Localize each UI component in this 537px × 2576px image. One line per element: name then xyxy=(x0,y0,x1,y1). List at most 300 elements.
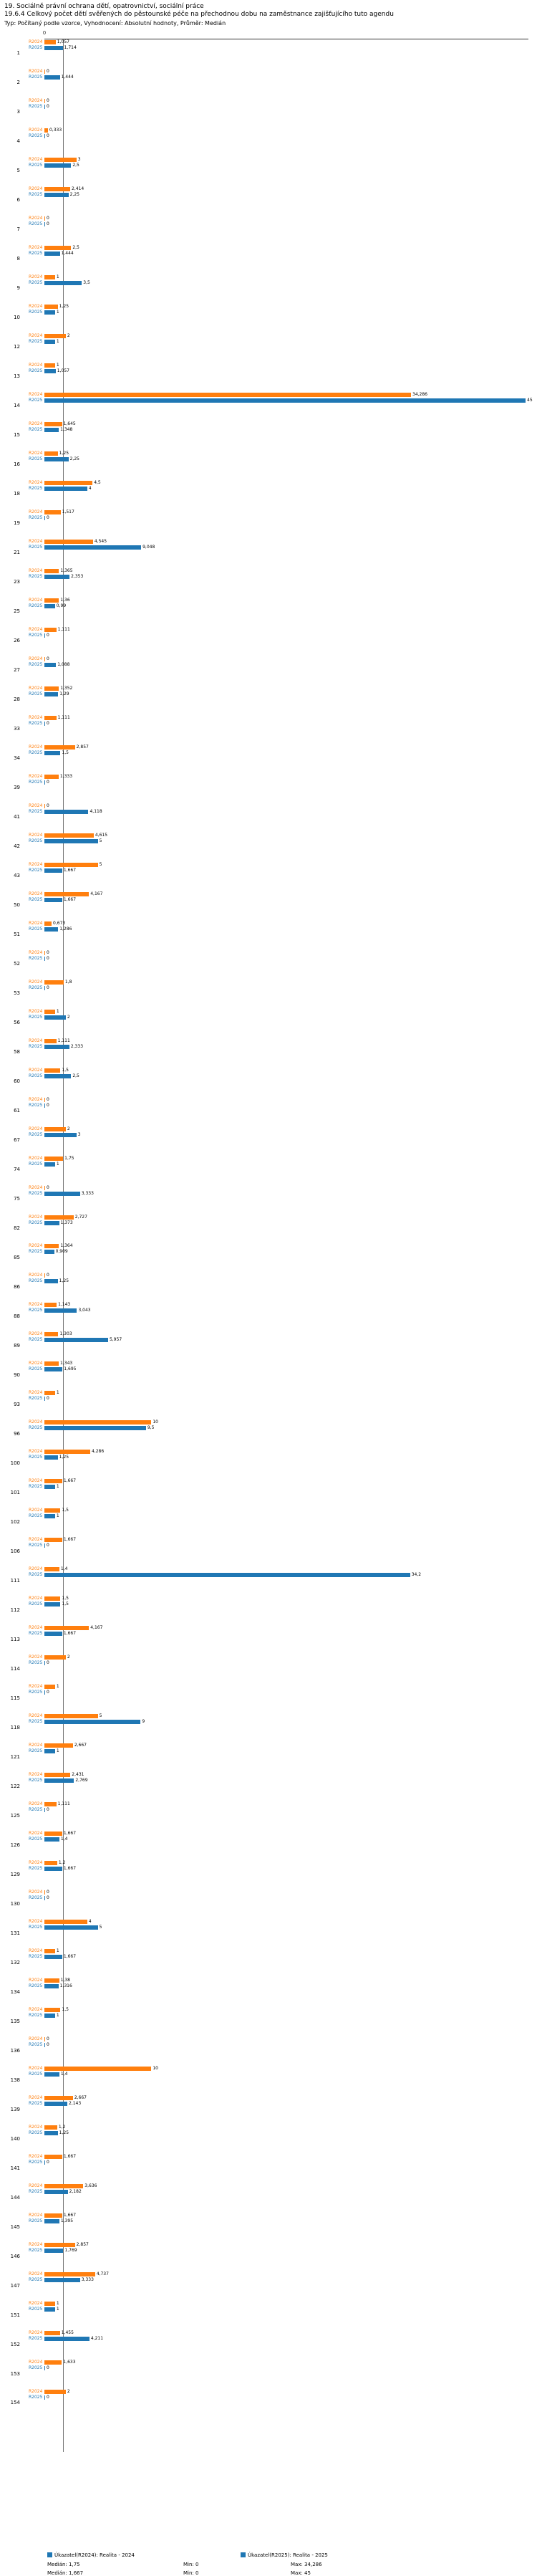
bar-series-tag-2024: R2024 xyxy=(29,1508,43,1513)
category-label: 154 xyxy=(10,2400,20,2406)
category-label: 89 xyxy=(14,1342,20,1349)
bar-series-tag-2025: R2025 xyxy=(29,1690,43,1695)
bar-label-2025: 2,5 xyxy=(72,1073,79,1078)
bar-2024 xyxy=(44,1450,90,1454)
category-label: 126 xyxy=(10,1842,20,1848)
bar-group xyxy=(4,1831,533,1860)
legend-swatch-2024 xyxy=(47,2552,52,2557)
bar-label-2024: 0 xyxy=(47,803,49,808)
bar-series-tag-2024: R2024 xyxy=(29,274,43,279)
bar-2025 xyxy=(44,1250,54,1254)
bar-series-tag-2024: R2024 xyxy=(29,714,43,720)
bar-label-2025: 1 xyxy=(56,1748,59,1754)
bar-series-tag-2025: R2025 xyxy=(29,632,43,638)
bar-series-tag-2024: R2024 xyxy=(29,2007,43,2013)
bar-label-2024: 1,343 xyxy=(60,1361,73,1366)
bar-2025 xyxy=(44,428,59,432)
bar-2024 xyxy=(44,422,62,426)
bar-series-tag-2024: R2024 xyxy=(29,1184,43,1190)
bar-label-2025: 1,25 xyxy=(59,1278,69,1284)
bar-series-tag-2024: R2024 xyxy=(29,1684,43,1690)
bar-2024 xyxy=(44,305,58,309)
bar-2025 xyxy=(44,2366,45,2370)
category-label: 3 xyxy=(16,109,20,115)
bar-group xyxy=(4,157,533,186)
category-label: 12 xyxy=(14,344,20,350)
bar-series-tag-2025: R2025 xyxy=(29,1807,43,1813)
bar-2024 xyxy=(44,980,64,985)
bar-2025 xyxy=(44,310,55,315)
bar-group xyxy=(4,2242,533,2271)
bar-series-tag-2025: R2025 xyxy=(29,397,43,403)
bar-group xyxy=(4,921,533,950)
bar-2025 xyxy=(44,2395,45,2400)
bar-label-2024: 1,057 xyxy=(57,39,69,44)
bar-2024 xyxy=(44,1861,57,1865)
bar-2024 xyxy=(44,481,92,485)
bar-2025 xyxy=(44,722,45,726)
bar-label-2025: 1,373 xyxy=(60,1220,73,1225)
bar-2024 xyxy=(44,1949,55,1953)
bar-2025 xyxy=(44,604,55,608)
bar-label-2025: 1 xyxy=(56,2307,59,2312)
bar-2024 xyxy=(44,921,52,926)
bar-2024 xyxy=(44,1714,98,1718)
bar-label-2025: 0 xyxy=(47,779,49,785)
bar-series-tag-2025: R2025 xyxy=(29,2130,43,2136)
category-label: 23 xyxy=(14,579,20,585)
category-label: 96 xyxy=(14,1430,20,1437)
bar-label-2025: 0 xyxy=(47,2160,49,2165)
bar-group xyxy=(4,245,533,274)
bar-group xyxy=(4,539,533,568)
category-label: 50 xyxy=(14,902,20,909)
bar-label-2024: 1,667 xyxy=(63,2154,77,2160)
bar-2024 xyxy=(44,628,57,632)
bar-group xyxy=(4,656,533,686)
bar-series-tag-2025: R2025 xyxy=(29,338,43,344)
bar-label-2025: 1,444 xyxy=(61,74,74,80)
bar-label-2025: 9 xyxy=(142,1719,145,1725)
bar-label-2025: 1 xyxy=(56,309,59,315)
bar-label-2024: 1,25 xyxy=(59,303,69,309)
bar-series-tag-2025: R2025 xyxy=(29,1983,43,1989)
bar-2024 xyxy=(44,833,94,838)
bar-label-2024: 1 xyxy=(56,1390,59,1396)
legend-max-2025: Max: 45 xyxy=(291,2570,311,2576)
bar-label-2024: 1,333 xyxy=(59,773,73,779)
bar-2025 xyxy=(44,222,45,226)
bar-label-2024: 2 xyxy=(67,332,70,338)
bar-series-tag-2025: R2025 xyxy=(29,1278,43,1284)
category-label: 51 xyxy=(14,932,20,938)
bar-series-tag-2024: R2024 xyxy=(29,949,43,955)
bar-2024 xyxy=(44,2272,95,2276)
bar-label-2024: 2,857 xyxy=(76,744,89,750)
bar-2025 xyxy=(44,1308,77,1313)
bar-series-tag-2025: R2025 xyxy=(29,2277,43,2283)
category-label: 25 xyxy=(14,608,20,615)
bar-2024 xyxy=(44,1773,70,1777)
bar-2025 xyxy=(44,1133,77,1137)
bar-label-2025: 1,088 xyxy=(57,661,70,667)
bar-2024 xyxy=(44,40,56,44)
bar-group xyxy=(4,1596,533,1625)
bar-group xyxy=(4,1390,533,1419)
bar-label-2024: 1,5 xyxy=(62,1067,69,1073)
bar-2025 xyxy=(44,1955,62,1959)
bar-group xyxy=(4,421,533,451)
bar-label-2025: 3,333 xyxy=(81,1190,94,1196)
bar-label-2025: 1,5 xyxy=(62,750,69,755)
bar-2025 xyxy=(44,1279,58,1283)
bar-2024 xyxy=(44,1479,62,1483)
bar-2024 xyxy=(44,275,55,279)
bar-2025 xyxy=(44,545,141,550)
bar-series-tag-2024: R2024 xyxy=(29,1860,43,1866)
bar-2024 xyxy=(44,99,45,103)
bar-series-tag-2025: R2025 xyxy=(29,2072,43,2077)
bar-label-2025: 1,4 xyxy=(60,1837,68,1842)
category-label: 141 xyxy=(10,2165,20,2171)
bar-2024 xyxy=(44,1655,66,1660)
bar-series-tag-2025: R2025 xyxy=(29,1895,43,1901)
bar-2025 xyxy=(44,633,45,638)
bar-2025 xyxy=(44,1074,71,1078)
bar-series-tag-2024: R2024 xyxy=(29,1713,43,1719)
bar-series-tag-2024: R2024 xyxy=(29,685,43,691)
bar-series-tag-2025: R2025 xyxy=(29,74,43,80)
bar-series-tag-2025: R2025 xyxy=(29,1131,43,1137)
legend-label-2024: Úkazatel(R2024): Realita - 2024 xyxy=(54,2552,135,2558)
bar-label-2025: 3,5 xyxy=(83,279,90,285)
legend-max-2024: Max: 34,286 xyxy=(291,2562,322,2567)
bar-2025 xyxy=(44,2014,55,2018)
bar-2024 xyxy=(44,1039,57,1043)
bar-series-tag-2024: R2024 xyxy=(29,1801,43,1807)
bar-2025 xyxy=(44,1896,45,1900)
bar-series-tag-2025: R2025 xyxy=(29,1543,43,1548)
category-label: 6 xyxy=(16,197,20,204)
bar-2025 xyxy=(44,340,55,344)
bar-group xyxy=(4,2271,533,2301)
bar-series-tag-2025: R2025 xyxy=(29,838,43,843)
bar-series-tag-2024: R2024 xyxy=(29,2125,43,2130)
bar-label-2025: 4,211 xyxy=(90,2336,104,2342)
bar-2024 xyxy=(44,892,89,896)
bar-label-2025: 2,25 xyxy=(69,191,79,197)
bar-series-tag-2025: R2025 xyxy=(29,2218,43,2224)
category-label: 93 xyxy=(14,1401,20,1407)
bar-series-tag-2024: R2024 xyxy=(29,2301,43,2307)
bar-2025 xyxy=(44,1632,62,1636)
bar-series-tag-2025: R2025 xyxy=(29,573,43,579)
bar-2024 xyxy=(44,2067,151,2071)
bar-series-tag-2024: R2024 xyxy=(29,1214,43,1220)
bar-2025 xyxy=(44,2278,80,2282)
bar-2025 xyxy=(44,1162,55,1167)
bar-group xyxy=(4,1508,533,1537)
bar-2025 xyxy=(44,1221,59,1225)
bar-series-tag-2025: R2025 xyxy=(29,309,43,315)
bar-label-2024: 1 xyxy=(56,2301,59,2307)
bar-group xyxy=(4,1009,533,1038)
bar-2024 xyxy=(44,540,93,544)
bar-series-tag-2025: R2025 xyxy=(29,2160,43,2165)
bar-series-tag-2024: R2024 xyxy=(29,1743,43,1748)
bar-group xyxy=(4,1478,533,1508)
category-label: 2 xyxy=(16,80,20,86)
bar-label-2025: 1,348 xyxy=(60,426,73,432)
bar-group xyxy=(4,2154,533,2183)
bar-label-2025: 1,667 xyxy=(63,1866,77,1872)
bar-series-tag-2024: R2024 xyxy=(29,2389,43,2394)
bar-label-2024: 1,5 xyxy=(62,1596,69,1601)
category-label: 130 xyxy=(10,1900,20,1907)
bar-label-2024: 4,615 xyxy=(95,832,108,838)
bar-group xyxy=(4,392,533,421)
bar-2024 xyxy=(44,1832,62,1836)
bar-label-2024: 4,167 xyxy=(90,1625,103,1631)
bar-label-2025: 1 xyxy=(56,338,59,344)
bar-series-tag-2025: R2025 xyxy=(29,750,43,755)
bar-2024 xyxy=(44,2008,60,2012)
bar-2025 xyxy=(44,1543,45,1548)
bar-2025 xyxy=(44,751,60,755)
bar-label-2025: 0,909 xyxy=(55,1249,68,1255)
bar-2024 xyxy=(44,1920,87,1924)
category-label: 7 xyxy=(16,226,20,233)
bar-series-tag-2025: R2025 xyxy=(29,2365,43,2371)
bar-label-2025: 2,5 xyxy=(72,162,79,168)
bar-series-tag-2024: R2024 xyxy=(29,1596,43,1601)
bar-label-2024: 10 xyxy=(153,2066,158,2072)
bar-series-tag-2024: R2024 xyxy=(29,1419,43,1425)
bar-2025 xyxy=(44,868,62,873)
bar-group xyxy=(4,2389,533,2418)
bar-series-tag-2025: R2025 xyxy=(29,1337,43,1343)
bar-series-tag-2024: R2024 xyxy=(29,1655,43,1660)
bar-label-2025: 0 xyxy=(47,632,49,638)
bar-label-2025: 1,395 xyxy=(60,2218,74,2224)
bar-label-2024: 2 xyxy=(67,1655,70,1660)
category-label: 75 xyxy=(14,1196,20,1202)
bar-2025 xyxy=(44,163,71,168)
bar-group xyxy=(4,304,533,333)
bar-label-2024: 1,352 xyxy=(60,685,73,691)
bar-label-2025: 0 xyxy=(47,103,49,109)
bar-series-tag-2024: R2024 xyxy=(29,656,43,661)
bar-2025 xyxy=(44,134,45,138)
category-label: 134 xyxy=(10,1988,20,1995)
category-label: 33 xyxy=(14,726,20,732)
bar-label-2024: 4,286 xyxy=(92,1449,105,1455)
bar-2024 xyxy=(44,1978,59,1983)
bar-2024 xyxy=(44,158,77,162)
bar-series-tag-2025: R2025 xyxy=(29,2189,43,2195)
bar-label-2024: 1,667 xyxy=(63,1478,77,1484)
bar-label-2025: 0 xyxy=(47,514,49,520)
bar-series-tag-2024: R2024 xyxy=(29,1361,43,1366)
bar-label-2025: 9,048 xyxy=(142,544,155,550)
bar-group xyxy=(4,509,533,539)
category-label: 74 xyxy=(14,1167,20,1172)
bar-group xyxy=(4,1419,533,1449)
bar-label-2025: 3 xyxy=(77,1131,81,1137)
bar-2024 xyxy=(44,1567,59,1571)
category-label: 15 xyxy=(14,432,20,439)
bar-2025 xyxy=(44,516,45,520)
x-axis xyxy=(44,30,528,39)
bar-2024 xyxy=(44,128,48,133)
bar-2024 xyxy=(44,1743,73,1748)
bar-label-2025: 1,667 xyxy=(63,896,77,902)
bar-2024 xyxy=(44,2390,66,2394)
bar-series-tag-2024: R2024 xyxy=(29,538,43,544)
bar-2025 xyxy=(44,692,58,696)
bar-series-tag-2025: R2025 xyxy=(29,514,43,520)
legend-series-1 xyxy=(47,2552,135,2558)
bar-2025 xyxy=(44,105,45,109)
bar-group xyxy=(4,1126,533,1156)
bar-series-tag-2024: R2024 xyxy=(29,97,43,103)
bar-2025 xyxy=(44,1808,45,1812)
bar-label-2024: 1,111 xyxy=(57,1038,70,1043)
bar-series-tag-2024: R2024 xyxy=(29,1890,43,1895)
bar-2025 xyxy=(44,487,87,491)
bar-series-tag-2024: R2024 xyxy=(29,773,43,779)
bar-2025 xyxy=(44,2160,45,2165)
bar-series-tag-2024: R2024 xyxy=(29,391,43,397)
bar-series-tag-2024: R2024 xyxy=(29,2154,43,2160)
bar-label-2025: 1 xyxy=(56,1161,59,1167)
bar-2025 xyxy=(44,1867,62,1871)
bar-series-tag-2024: R2024 xyxy=(29,861,43,867)
bar-label-2024: 1,143 xyxy=(58,1302,71,1308)
bar-label-2025: 0 xyxy=(47,2395,49,2400)
bar-label-2024: 0 xyxy=(47,656,49,661)
bar-series-tag-2025: R2025 xyxy=(29,661,43,667)
bar-series-tag-2025: R2025 xyxy=(29,1660,43,1666)
header-line-2: 19.6.4 Celkový počet dětí svěřených do pěstounské péče na přechodnou dobu na zaměstnance zajišťujícího tuto agendu xyxy=(4,11,394,18)
bar-series-tag-2024: R2024 xyxy=(29,1978,43,1983)
bar-group xyxy=(4,803,533,833)
bar-2024 xyxy=(44,1802,57,1806)
bar-label-2024: 0 xyxy=(47,97,49,103)
bar-2024 xyxy=(44,1215,74,1220)
bar-label-2025: 1,25 xyxy=(59,1455,69,1460)
bar-series-tag-2024: R2024 xyxy=(29,1390,43,1396)
bar-series-tag-2024: R2024 xyxy=(29,332,43,338)
bar-label-2025: 1,057 xyxy=(57,368,69,373)
bar-2025 xyxy=(44,1690,45,1695)
bar-2025 xyxy=(44,1015,66,1020)
bar-2024 xyxy=(44,2243,75,2247)
bar-label-2024: 1,111 xyxy=(57,1801,70,1807)
category-label: 121 xyxy=(10,1753,20,1760)
bar-label-2025: 2,333 xyxy=(70,1043,84,1049)
bar-group xyxy=(4,2301,533,2330)
bar-label-2025: 1,316 xyxy=(59,1983,72,1989)
bar-2024 xyxy=(44,951,45,955)
bar-series-tag-2024: R2024 xyxy=(29,2330,43,2336)
bar-2025 xyxy=(44,1925,98,1930)
bar-label-2025: 1,4 xyxy=(60,2072,68,2077)
bar-label-2025: 5 xyxy=(99,838,102,843)
bar-2024 xyxy=(44,1538,62,1542)
bar-2024 xyxy=(44,657,45,661)
category-label: 1 xyxy=(16,50,20,57)
bar-series-tag-2025: R2025 xyxy=(29,1601,43,1607)
bar-2024 xyxy=(44,804,45,808)
category-label: 138 xyxy=(10,2077,20,2083)
bar-group xyxy=(4,1215,533,1244)
bar-label-2024: 34,286 xyxy=(412,391,427,397)
category-label: 129 xyxy=(10,1871,20,1877)
bar-series-tag-2025: R2025 xyxy=(29,191,43,197)
bar-2025 xyxy=(44,839,98,843)
bar-series-tag-2024: R2024 xyxy=(29,509,43,514)
bar-2025 xyxy=(44,398,526,403)
category-label: 82 xyxy=(14,1225,20,1231)
bar-group xyxy=(4,69,533,98)
bar-series-tag-2025: R2025 xyxy=(29,1513,43,1519)
bar-label-2024: 1,633 xyxy=(63,2360,76,2365)
bar-series-tag-2024: R2024 xyxy=(29,891,43,896)
category-label: 58 xyxy=(14,1049,20,1055)
bar-series-tag-2024: R2024 xyxy=(29,303,43,309)
bar-2025 xyxy=(44,46,63,50)
bar-group xyxy=(4,2007,533,2036)
bar-2024 xyxy=(44,246,71,250)
bar-series-tag-2025: R2025 xyxy=(29,955,43,961)
bar-2024 xyxy=(44,216,45,221)
bar-group xyxy=(4,1273,533,1302)
header-line-3: Typ: Počítaný podle vzorce, Vyhodnocení: Absolutní hodnoty, Průměr: Medián xyxy=(4,20,226,27)
bar-series-tag-2025: R2025 xyxy=(29,544,43,550)
bar-label-2024: 0 xyxy=(47,215,49,221)
category-label: 39 xyxy=(14,785,20,791)
bar-series-tag-2024: R2024 xyxy=(29,1096,43,1102)
bar-label-2024: 0 xyxy=(47,949,49,955)
bar-label-2024: 1,5 xyxy=(62,2007,69,2013)
bar-label-2024: 1,36 xyxy=(60,597,70,603)
bar-2025 xyxy=(44,2072,59,2077)
category-label: 18 xyxy=(14,491,20,497)
bar-2024 xyxy=(44,1186,45,1190)
bar-series-tag-2025: R2025 xyxy=(29,1102,43,1108)
bar-label-2024: 2 xyxy=(67,1126,70,1131)
bar-2025 xyxy=(44,252,60,256)
bar-2024 xyxy=(44,863,98,867)
legend-median-2025: Medián: 1,667 xyxy=(47,2570,84,2576)
bar-2025 xyxy=(44,193,69,197)
bar-series-tag-2025: R2025 xyxy=(29,691,43,696)
category-label: 21 xyxy=(14,550,20,556)
bar-group xyxy=(4,1156,533,1185)
bar-group xyxy=(4,2095,533,2125)
bar-rows xyxy=(4,39,533,2452)
bar-group xyxy=(4,833,533,862)
bar-2024 xyxy=(44,1244,59,1248)
bar-series-tag-2024: R2024 xyxy=(29,2213,43,2218)
bar-2024 xyxy=(44,2125,57,2130)
bar-label-2024: 4 xyxy=(88,1919,92,1925)
bar-group xyxy=(4,1948,533,1978)
bar-2025 xyxy=(44,2249,63,2253)
category-label: 86 xyxy=(14,1283,20,1290)
bar-label-2024: 1,365 xyxy=(60,568,73,573)
